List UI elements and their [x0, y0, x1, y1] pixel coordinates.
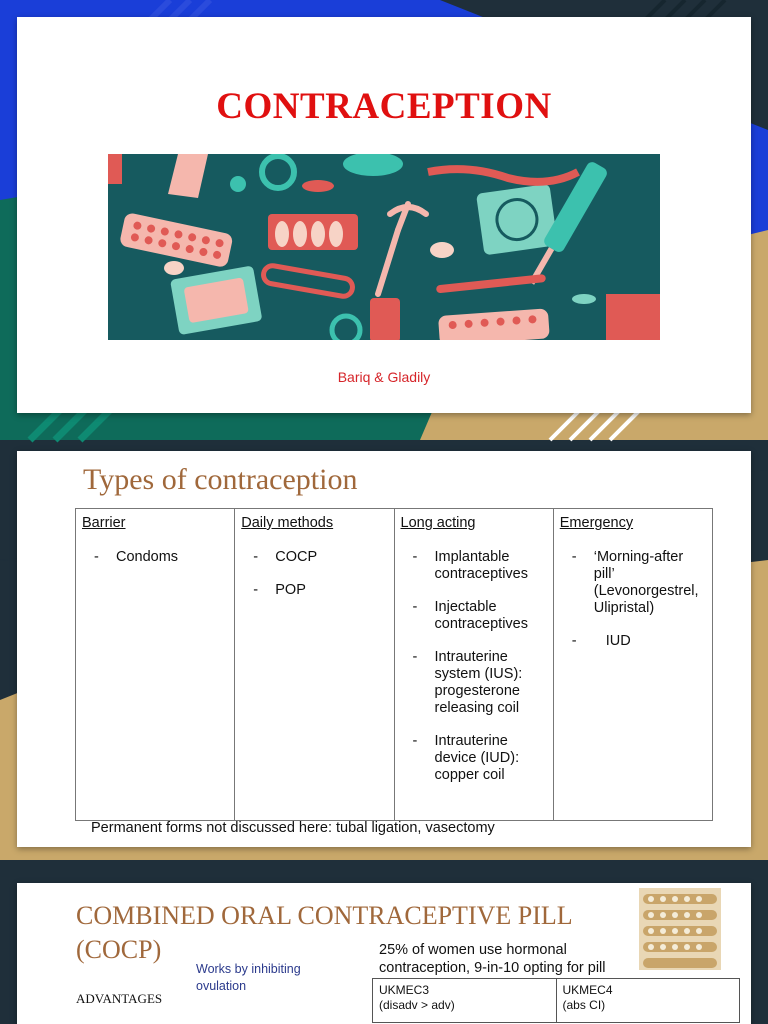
contraception-illustration — [108, 154, 660, 340]
list-item: - Condoms — [94, 549, 179, 565]
slide-title: CONTRACEPTION — [216, 86, 552, 127]
table-row — [76, 509, 713, 821]
table-cell-daily — [235, 509, 394, 821]
ukmec3-cell: UKMEC3 (disadv > adv) — [373, 979, 557, 1023]
column-header: Daily methods — [241, 515, 334, 531]
column-header: Emergency — [559, 515, 634, 531]
column-header: Barrier — [82, 515, 126, 531]
advantages-heading: ADVANTAGES — [76, 991, 163, 1006]
cocp-slide — [17, 883, 751, 1024]
table-cell-barrier — [76, 509, 235, 821]
footnote: Permanent forms not discussed here: tubal ligation, vasectomy — [91, 820, 495, 836]
column-header: Long acting — [400, 515, 476, 531]
table-cell-emergency — [553, 509, 712, 821]
list-item: - Intrauterine system (IUS): progesterone releasing coil — [412, 649, 523, 716]
list-item: - Injectable contraceptives — [412, 599, 528, 632]
list-item: - IUD — [571, 633, 631, 649]
slide-title: Types of contraception — [83, 463, 358, 496]
contraception-types-table — [75, 508, 713, 821]
title-slide — [17, 17, 751, 413]
table-cell-long-acting — [394, 509, 553, 821]
table-row — [373, 979, 740, 1023]
slide-title: COMBINED ORAL CONTRACEPTIVE PILL (COCP) — [76, 901, 572, 964]
list-item: - Implantable contraceptives — [412, 549, 528, 582]
mechanism-note: Works by inhibiting ovulation — [196, 962, 301, 993]
pill-pack-image — [639, 888, 721, 970]
list-item: - POP — [253, 582, 306, 598]
types-slide — [17, 451, 751, 847]
list-item: - ‘Morning-after pill’ (Levonorgestrel, Ulipristal) — [571, 549, 699, 616]
usage-statistic: 25% of women use hormonal contraception, 9-in-10 opting for pill — [379, 942, 606, 976]
list-item: - Intrauterine device (IUD): copper coil — [412, 733, 520, 783]
ukmec4-cell: UKMEC4 (abs CI) — [556, 979, 740, 1023]
ukmec-table — [372, 978, 740, 1023]
authors: Bariq & Gladily — [337, 369, 431, 385]
list-item: - COCP — [253, 549, 318, 565]
